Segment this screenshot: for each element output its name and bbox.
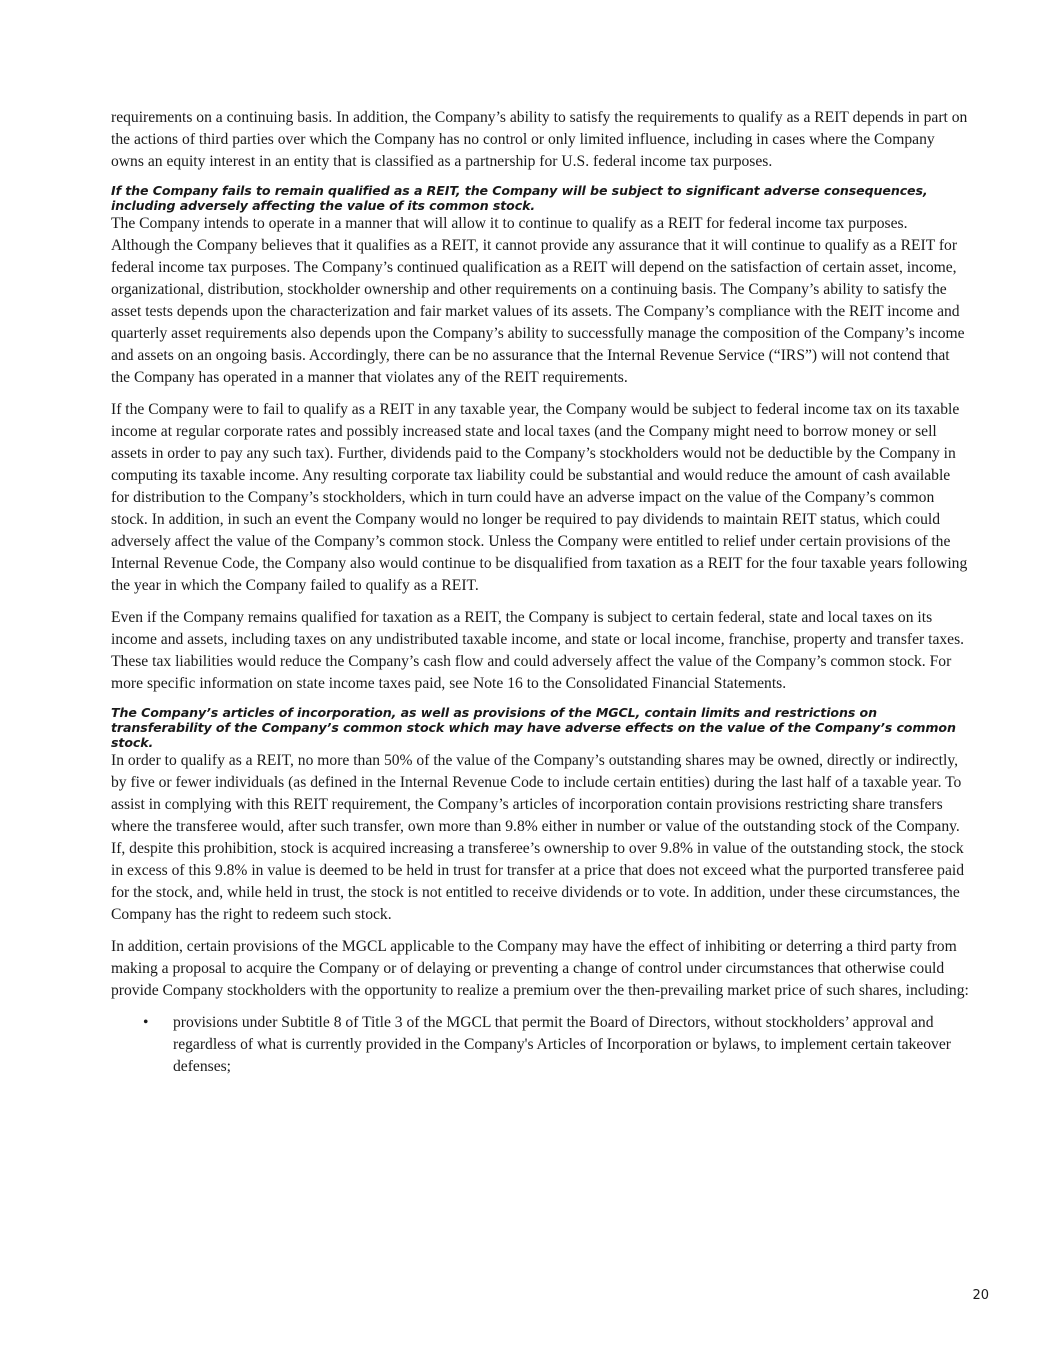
page-number: 20 (972, 1288, 989, 1303)
risk-factor-heading-transfer-restrictions: The Company’s articles of incorporation, as well as provisions of the MGCL, contain limits and restrictions on transferability of the Company’s common stock which may have adverse effects on the value of the Company’s common stock. (111, 705, 956, 750)
bullet-icon: • (143, 1014, 149, 1031)
document-body (111, 107, 969, 1078)
body-paragraph-reit-taxes: Even if the Company remains qualified for taxation as a REIT, the Company is subject to certain federal, state and local taxes on its income and assets, including taxes on any undistributed taxable income, and state or local income, franchise, property and transfer taxes. These tax liabilities would reduce the Company’s cash flow and could adversely affect the value of the Company’s common stock. For more specific information on state income taxes paid, see Note 16 to the Consolidated Financial Statements. (111, 609, 965, 692)
body-paragraph-reit-failure: If the Company were to fail to qualify as a REIT in any taxable year, the Company would be subject to federal income tax on its taxable income at regular corporate rates and possibly increased state and local taxes (and the Company might need to borrow money or sell assets in order to pay any such tax). Further, dividends paid to the Company’s stockholders would not be deductible by the Company in computing its taxable income. Any resulting corporate tax liability could be substantial and would reduce the amount of cash available for distribution to the Company’s stockholders, which in turn could have an adverse impact on the value of the Company’s common stock. In addition, in such an event the Company would no longer be required to pay dividends to maintain REIT status, which could adversely affect the value of the Company’s common stock. Unless the Company were entitled to relief under certain provisions of the Internal Revenue Code, the Company also would continue to be disqualified from taxation as a REIT for the four taxable years following the year in which the Company failed to qualify as a REIT. (111, 401, 968, 594)
list-item (111, 1012, 969, 1078)
body-paragraph-continuation: requirements on a continuing basis. In addition, the Company’s ability to satisfy the requirements to qualify as a REIT depends in part on the actions of third parties over which the Company has no control or only limited influence, including in cases where the Company owns an equity interest in an entity that is classified as a partnership for U.S. federal income tax purposes. (111, 109, 968, 170)
list-item-text: provisions under Subtitle 8 of Title 3 of the MGCL that permit the Board of Directors, without stockholders’ approval and regardless of what is currently provided in the Company's Articles of Incorporation or bylaws, to implement certain takeover defenses; (173, 1014, 951, 1075)
body-paragraph-ownership-limits: In order to qualify as a REIT, no more than 50% of the value of the Company’s outstanding shares may be owned, directly or indirectly, by five or fewer individuals (as defined in the Internal Revenue Code to include certain entities) during the last half of a taxable year. To assist in complying with this REIT requirement, the Company’s articles of incorporation contain provisions restricting share transfers where the transferee would, after such transfer, own more than 9.8% either in number or value of the outstanding stock of the Company. If, despite this prohibition, stock is acquired increasing a transferee’s ownership to over 9.8% in value of the outstanding stock, the stock in excess of this 9.8% in value is deemed to be held in trust for transfer at a price that does not exceed what the purported transferee paid for the stock, and, while held in trust, the stock is not entitled to receive dividends or to vote. In addition, under these circumstances, the Company has the right to redeem such stock. (111, 752, 965, 923)
risk-factor-heading-reit-qualification: If the Company fails to remain qualified as a REIT, the Company will be subject to significant adverse consequences, including adversely affecting the value of its common stock. (111, 183, 928, 213)
body-paragraph-reit-intent: The Company intends to operate in a manner that will allow it to continue to qualify as a REIT for federal income tax purposes. Although the Company believes that it qualifies as a REIT, it cannot provide any assurance that it will continue to qualify as a REIT for federal income tax purposes. The Company’s continued qualification as a REIT will depend on the satisfaction of certain asset, income, organizational, distribution, stockholder ownership and other requirements on a continuing basis. The Company’s ability to satisfy the asset tests depends upon the characterization and fair market values of its assets. The Company’s compliance with the REIT income and quarterly asset requirements also depends upon the Company’s ability to successfully manage the composition of the Company’s income and assets on an ongoing basis. Accordingly, there can be no assurance that the Internal Revenue Service (“IRS”) will not contend that the Company has operated in a manner that violates any of the REIT requirements. (111, 215, 965, 386)
bullet-list (111, 1012, 969, 1078)
body-paragraph-mgcl-provisions: In addition, certain provisions of the MGCL applicable to the Company may have the effect of inhibiting or deterring a third party from making a proposal to acquire the Company or of delaying or preventing a change of control under circumstances that otherwise could provide Company stockholders with the opportunity to realize a premium over the then-prevailing market price of such shares, including: (111, 938, 969, 999)
